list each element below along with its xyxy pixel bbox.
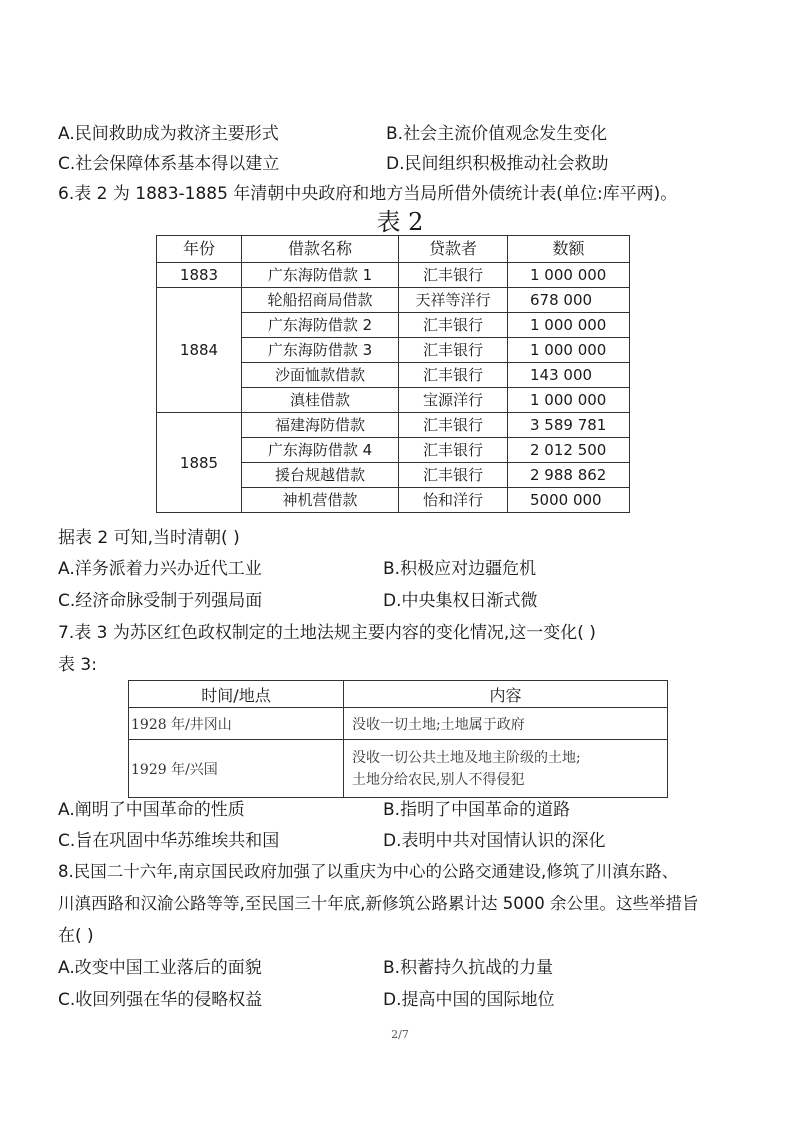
time-place-cell: 1928 年/井冈山: [129, 708, 344, 740]
amount-cell: 2 012 500: [508, 438, 630, 463]
amount-cell: 1 000 000: [508, 263, 630, 288]
table-row: [157, 413, 630, 438]
lender-cell: 汇丰银行: [399, 438, 508, 463]
amount-cell: 1 000 000: [508, 388, 630, 413]
lender-cell: 宝源洋行: [399, 388, 508, 413]
q8-stem-line-2: 川滇西路和汉渝公路等等,至民国三十年底,新修筑公路累计达 5000 余公里。这些举措旨: [58, 894, 699, 913]
loan-name-cell: 广东海防借款 2: [242, 313, 399, 338]
q5-option-d: D.民间组织积极推动社会救助: [386, 154, 609, 174]
amount-cell: 143 000: [508, 363, 630, 388]
loan-name-cell: 轮船招商局借款: [242, 288, 399, 313]
year-cell: 1885: [157, 413, 242, 513]
loan-name-cell: 滇桂借款: [242, 388, 399, 413]
loan-name-cell: 广东海防借款 4: [242, 438, 399, 463]
table-header: 年份: [157, 236, 242, 263]
q8-stem-line-3: 在( ): [58, 926, 94, 946]
q8-stem-line-1: 8.民国二十六年,南京国民政府加强了以重庆为中心的公路交通建设,修筑了川滇东路、: [58, 862, 679, 881]
q7-option-d: D.表明中共对国情认识的深化: [383, 831, 606, 851]
lender-cell: 汇丰银行: [399, 363, 508, 388]
lender-cell: 汇丰银行: [399, 413, 508, 438]
table-header: 数额: [508, 236, 630, 263]
loan-name-cell: 援台规越借款: [242, 463, 399, 488]
q8-option-c: C.收回列强在华的侵略权益: [58, 990, 263, 1010]
page-number: 2/7: [391, 1028, 409, 1041]
table-header: 内容: [344, 681, 668, 708]
content-line: 没收一切土地;土地属于政府: [352, 716, 525, 733]
amount-cell: 5000 000: [508, 488, 630, 513]
lender-cell: 汇丰银行: [399, 463, 508, 488]
amount-cell: 1 000 000: [508, 313, 630, 338]
loan-name-cell: 福建海防借款: [242, 413, 399, 438]
lender-cell: 汇丰银行: [399, 338, 508, 363]
table-row: [129, 740, 668, 798]
lender-cell: 怡和洋行: [399, 488, 508, 513]
q5-option-b: B.社会主流价值观念发生变化: [386, 124, 608, 144]
q7-option-a: A.阐明了中国革命的性质: [58, 800, 245, 820]
q8-option-d: D.提高中国的国际地位: [383, 990, 555, 1010]
table-header: 时间/地点: [129, 681, 344, 708]
q7-option-b: B.指明了中国革命的道路: [383, 800, 571, 820]
loan-name-cell: 广东海防借款 1: [242, 263, 399, 288]
amount-cell: 2 988 862: [508, 463, 630, 488]
q8-option-b: B.积蓄持久抗战的力量: [383, 958, 554, 978]
table-row: [157, 288, 630, 313]
content-line: 土地分给农民,别人不得侵犯: [352, 771, 525, 788]
q7-option-c: C.旨在巩固中华苏维埃共和国: [58, 831, 280, 851]
q5-option-a: A.民间救助成为救济主要形式: [58, 124, 279, 144]
table-header: 借款名称: [242, 236, 399, 263]
q6-stem: 6.表 2 为 1883-1885 年清朝中央政府和地方当局所借外债统计表(单位:库平两)。: [58, 184, 678, 204]
table-header: 贷款者: [399, 236, 508, 263]
lender-cell: 天祥等洋行: [399, 288, 508, 313]
table-2: [156, 235, 630, 513]
table-header-row: [129, 681, 668, 708]
q6-option-d: D.中央集权日渐式微: [383, 591, 538, 611]
amount-cell: 1 000 000: [508, 338, 630, 363]
table-3-label: 表 3:: [58, 655, 97, 675]
loan-name-cell: 神机营借款: [242, 488, 399, 513]
table-row: [157, 263, 630, 288]
q5-option-c: C.社会保障体系基本得以建立: [58, 154, 280, 174]
time-place-cell: 1929 年/兴国: [129, 740, 344, 798]
q8-option-a: A.改变中国工业落后的面貌: [58, 958, 262, 978]
year-cell: 1884: [157, 288, 242, 413]
content-cell: [344, 740, 668, 798]
table-3: [128, 680, 668, 798]
amount-cell: 3 589 781: [508, 413, 630, 438]
loan-name-cell: 广东海防借款 3: [242, 338, 399, 363]
year-cell: 1883: [157, 263, 242, 288]
lender-cell: 汇丰银行: [399, 263, 508, 288]
table-2-title: 表 2: [376, 208, 424, 236]
content-cell: [344, 708, 668, 740]
q6-question: 据表 2 可知,当时清朝( ): [58, 528, 240, 548]
table-header-row: [157, 236, 630, 263]
loan-name-cell: 沙面恤款借款: [242, 363, 399, 388]
q6-option-b: B.积极应对边疆危机: [383, 559, 537, 579]
q6-option-a: A.洋务派着力兴办近代工业: [58, 559, 262, 579]
table-row: [129, 708, 668, 740]
lender-cell: 汇丰银行: [399, 313, 508, 338]
amount-cell: 678 000: [508, 288, 630, 313]
content-line: 没收一切公共土地及地主阶级的土地;: [352, 749, 581, 766]
q7-stem: 7.表 3 为苏区红色政权制定的土地法规主要内容的变化情况,这一变化( ): [58, 623, 596, 643]
q6-option-c: C.经济命脉受制于列强局面: [58, 591, 263, 611]
